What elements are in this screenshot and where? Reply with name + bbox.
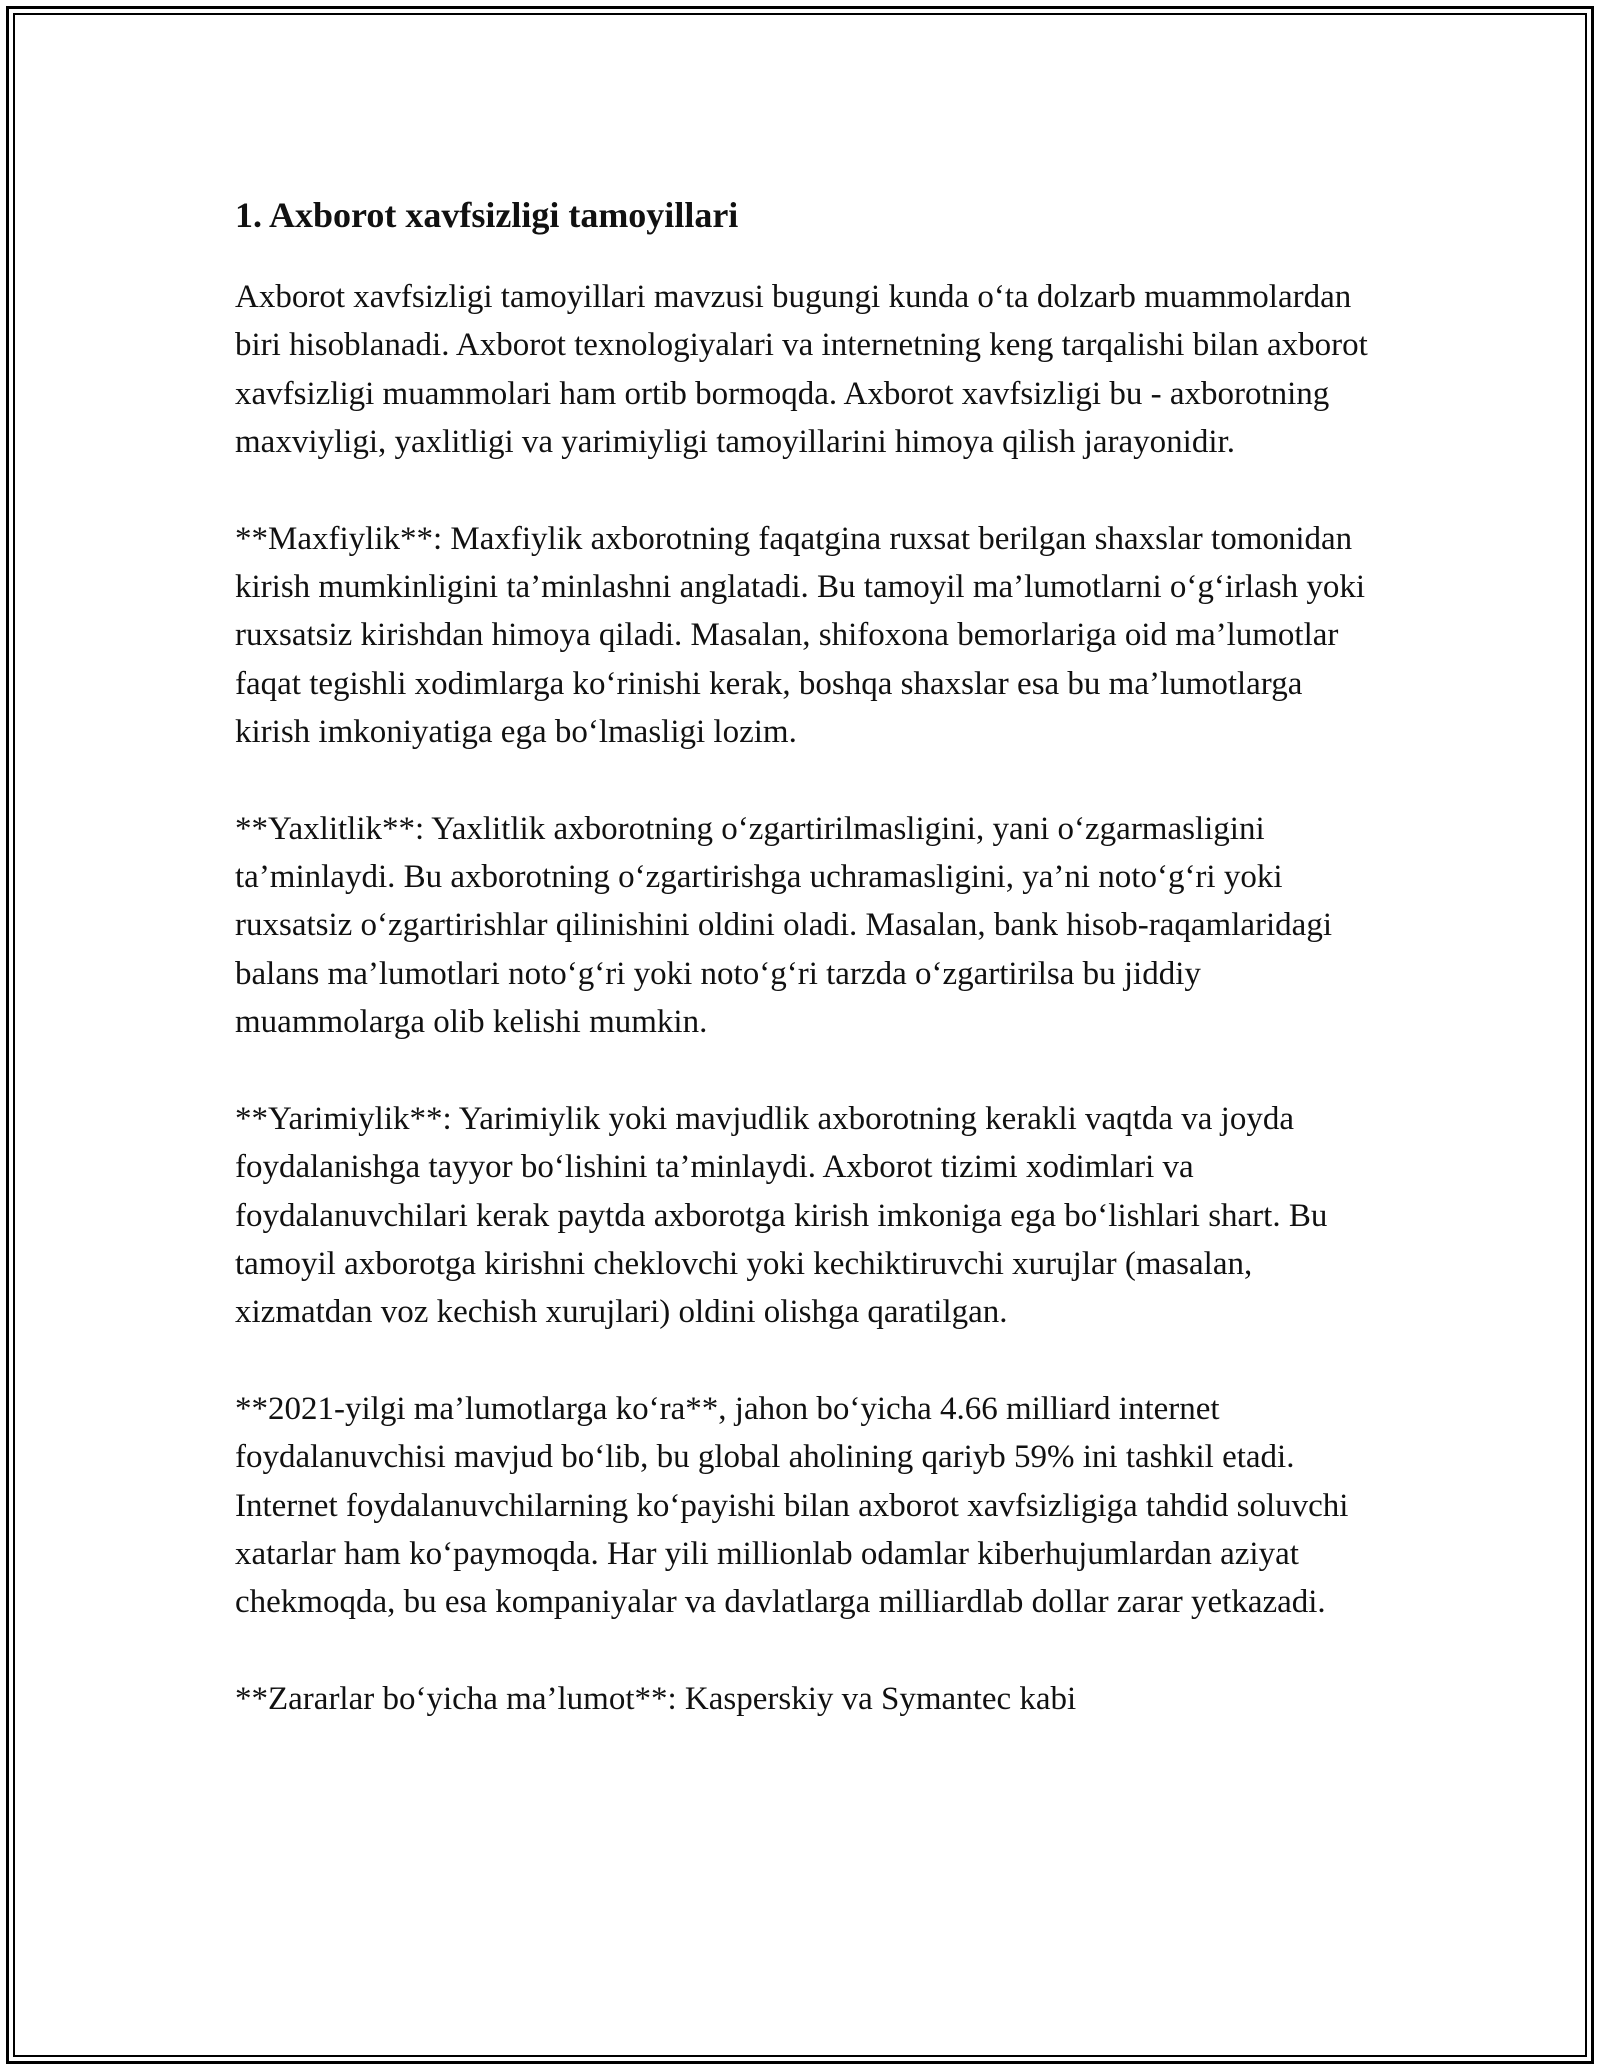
section-heading: 1. Axborot xavfsizligi tamoyillari bbox=[235, 195, 739, 235]
document-body bbox=[235, 185, 1385, 1771]
paragraph-confidentiality: **Maxfiylik**: Maxfiylik axborotning faqatgina ruxsat berilgan shaxslar tomonidan kirish mumkinligini ta’minlashni anglatadi. Bu tamoyil ma’lumotlarni o‘g‘irlash yoki ruxsatsiz kirishdan himoya qiladi. Masalan, shifoxona bemorlariga oid ma’lumotlar faqat tegishli xodimlarga ko‘rinishi kerak, boshqa shaxslar esa bu ma’lumotlarga kirish imkoniyatiga ega bo‘lmasligi lozim. bbox=[235, 520, 1366, 751]
paragraph-damages: **Zararlar bo‘yicha ma’lumot**: Kasperskiy va Symantec kabi bbox=[235, 1680, 1077, 1717]
paragraph-statistics: **2021-yilgi ma’lumotlarga ko‘ra**, jahon bo‘yicha 4.66 milliard internet foydalanuvchisi mavjud bo‘lib, bu global aholining qariyb 59% ini tashkil etadi. Internet foydalanuvchilarning ko‘payishi bilan axborot xavfsizligiga tahdid soluvchi xatarlar ham ko‘paymoqda. Har yili millionlab odamlar kiberhujumlardan aziyat chekmoqda, bu esa kompaniyalar va davlatlarga milliardlab dollar zarar yetkazadi. bbox=[235, 1390, 1349, 1621]
paragraph-integrity: **Yaxlitlik**: Yaxlitlik axborotning o‘zgartirilmasligini, yani o‘zgarmasligini ta’minlaydi. Bu axborotning o‘zgartirishga uchramasligini, ya’ni noto‘g‘ri yoki ruxsatsiz o‘zgartirishlar qilinishini oldini oladi. Masalan, bank hisob-raqamlaridagi balans ma’lumotlari noto‘g‘ri yoki noto‘g‘ri tarzda o‘zgartirilsa bu jiddiy muammolarga olib kelishi mumkin. bbox=[235, 810, 1332, 1041]
paragraph-intro: Axborot xavfsizligi tamoyillari mavzusi bugungi kunda o‘ta dolzarb muammolardan biri hisoblanadi. Axborot texnologiyalari va internetning keng tarqalishi bilan axborot xavfsizligi muammolari ham ortib bormoqda. Axborot xavfsizligi bu - axborotning maxviyligi, yaxlitligi va yarimiyligi tamoyillarini himoya qilish jarayonidir. bbox=[235, 279, 1368, 461]
paragraph-availability: **Yarimiylik**: Yarimiylik yoki mavjudlik axborotning kerakli vaqtda va joyda foydalanishga tayyor bo‘lishini ta’minlaydi. Axborot tizimi xodimlari va foydalanuvchilari kerak paytda axborotga kirish imkoniga ega bo‘lishlari shart. Bu tamoyil axborotga kirishni cheklovchi yoki kechiktiruvchi xurujlar (masalan, xizmatdan voz kechish xurujlari) oldini olishga qaratilgan. bbox=[235, 1100, 1328, 1331]
